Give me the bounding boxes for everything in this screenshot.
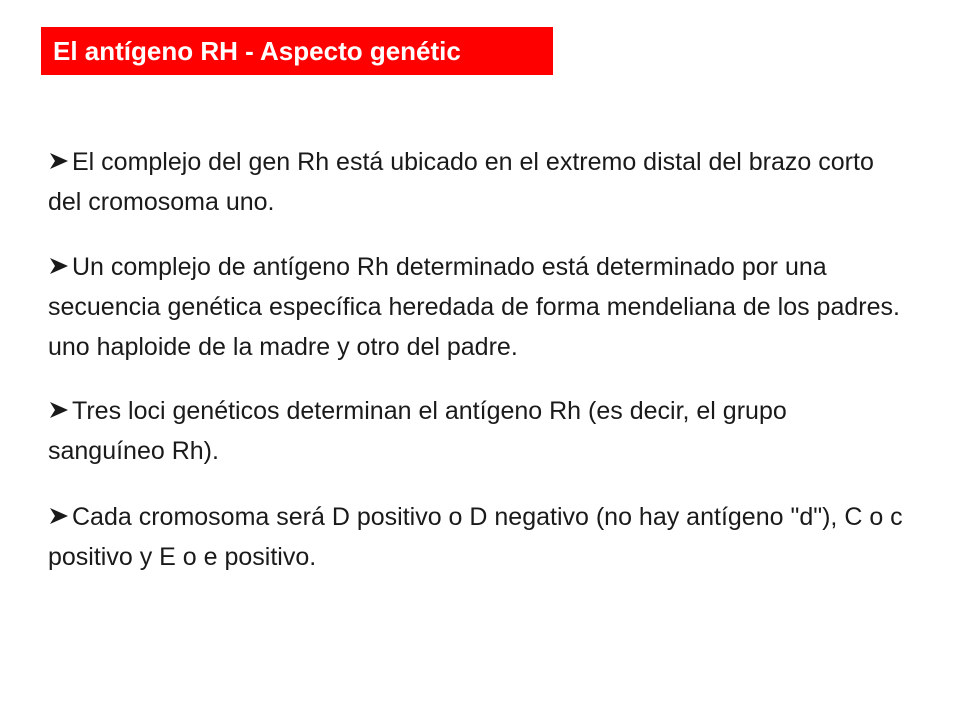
bullet-text: El complejo del gen Rh está ubicado en el extremo distal del brazo corto del cromosoma uno. xyxy=(48,148,874,216)
arrowhead-bullet-icon xyxy=(48,505,70,527)
bullet-text: Cada cromosoma será D positivo o D negativo (no hay antígeno "d"), C o c positivo y E o e positivo. xyxy=(48,503,903,571)
bullet-item xyxy=(48,391,908,471)
arrowhead-bullet-icon xyxy=(48,255,70,277)
bullet-item xyxy=(48,142,908,222)
bullet-item xyxy=(48,247,908,367)
bullet-list xyxy=(48,142,908,602)
slide-title: El antígeno RH - Aspecto genétic xyxy=(53,36,461,66)
slide-title-bar xyxy=(41,27,553,75)
bullet-text: Tres loci genéticos determinan el antígeno Rh (es decir, el grupo sanguíneo Rh). xyxy=(48,397,787,465)
arrowhead-bullet-icon xyxy=(48,399,70,421)
bullet-text: Un complejo de antígeno Rh determinado está determinado por una secuencia genética específica heredada de forma mendeliana de los padres. uno haploide de la madre y otro del padre. xyxy=(48,253,900,361)
bullet-item xyxy=(48,497,908,577)
arrowhead-bullet-icon xyxy=(48,150,70,172)
